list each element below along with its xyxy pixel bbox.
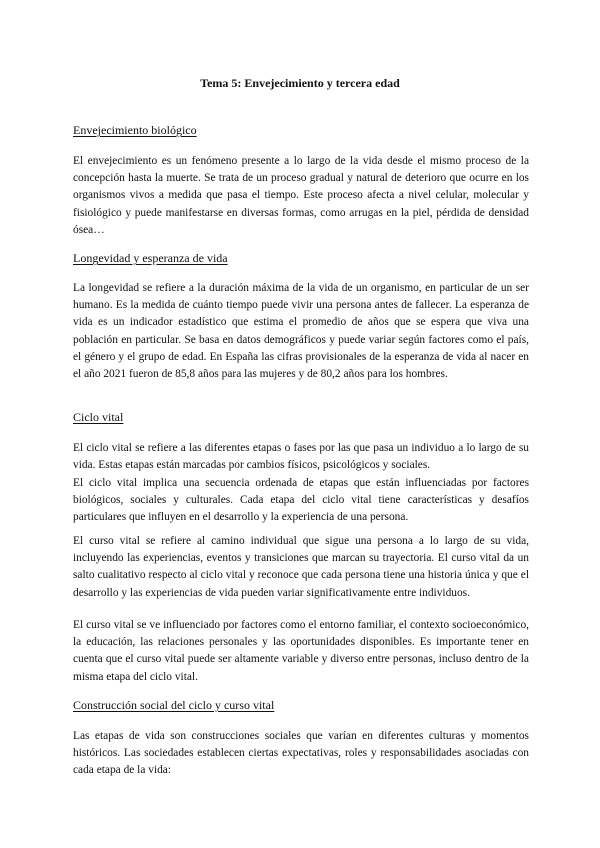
document-title: Tema 5: Envejecimiento y tercera edad — [200, 76, 400, 90]
section-heading-ciclo-vital: Ciclo vital — [73, 410, 124, 424]
paragraph: Las etapas de vida son construcciones sociales que varían en diferentes culturas y momentos históricos. Las sociedades establecen ciertas expectativas, roles y responsabilidades asociadas con cada etapa de la vida: — [73, 730, 529, 777]
paragraph: El curso vital se refiere al camino individual que sigue una persona a lo largo de su vida, incluyendo las experiencias, eventos y transiciones que marcan su trayectoria. El curso vital da un salto cualitativo respecto al ciclo vital y reconoce que cada persona tiene una historia única y que el desarrollo y las experiencias de vida pueden variar significativamente entre individuos. — [73, 535, 529, 599]
paragraph: El ciclo vital implica una secuencia ordenada de etapas que están influenciadas por factores biológicos, sociales y culturales. Cada etapa del ciclo vital tiene características y desafíos particulares que influyen en el desarrollo y la experiencia de una persona. — [73, 477, 529, 524]
section-heading-construccion-social: Construcción social del ciclo y curso vital — [73, 698, 275, 712]
paragraph: El curso vital se ve influenciado por factores como el entorno familiar, el contexto socioeconómico, la educación, las relaciones personales y las oportunidades disponibles. Es importante tener en cuenta que el curso vital puede ser altamente variable y diverso entre personas, incluso dentro de la misma etapa del ciclo vital. — [73, 619, 529, 683]
paragraph: El ciclo vital se refiere a las diferentes etapas o fases por las que pasa un individuo a lo largo de su vida. Estas etapas están marcadas por cambios físicos, psicológicos y sociales. — [73, 442, 529, 472]
section-heading-longevidad: Longevidad y esperanza de vida — [73, 251, 228, 265]
section-heading-envejecimiento: Envejecimiento biológico — [73, 123, 197, 137]
paragraph: La longevidad se refiere a la duración máxima de la vida de un organismo, en particular de un ser humano. Es la medida de cuánto tiempo puede vivir una persona antes de fallecer. La esperanza de vida es un indicador estadístico que estima el promedio de años que se espera que viva una población en particular. Se basa en datos demográficos y puede variar según factores como el país, el género y el grupo de edad. En España las cifras provisionales de la esperanza de vida al nacer en el año 2021 fueron de 85,8 años para las mujeres y de 80,2 años para los hombres. — [73, 282, 529, 381]
paragraph: El envejecimiento es un fenómeno presente a lo largo de la vida desde el mismo proceso de la concepción hasta la muerte. Se trata de un proceso gradual y natural de deterioro que ocurre en los organismos vivos a medida que pasa el tiempo. Este proceso afecta a nivel celular, molecular y fisiológico y puede manifestarse en diversas formas, como arrugas en la piel, pérdida de densidad ósea… — [73, 155, 529, 236]
